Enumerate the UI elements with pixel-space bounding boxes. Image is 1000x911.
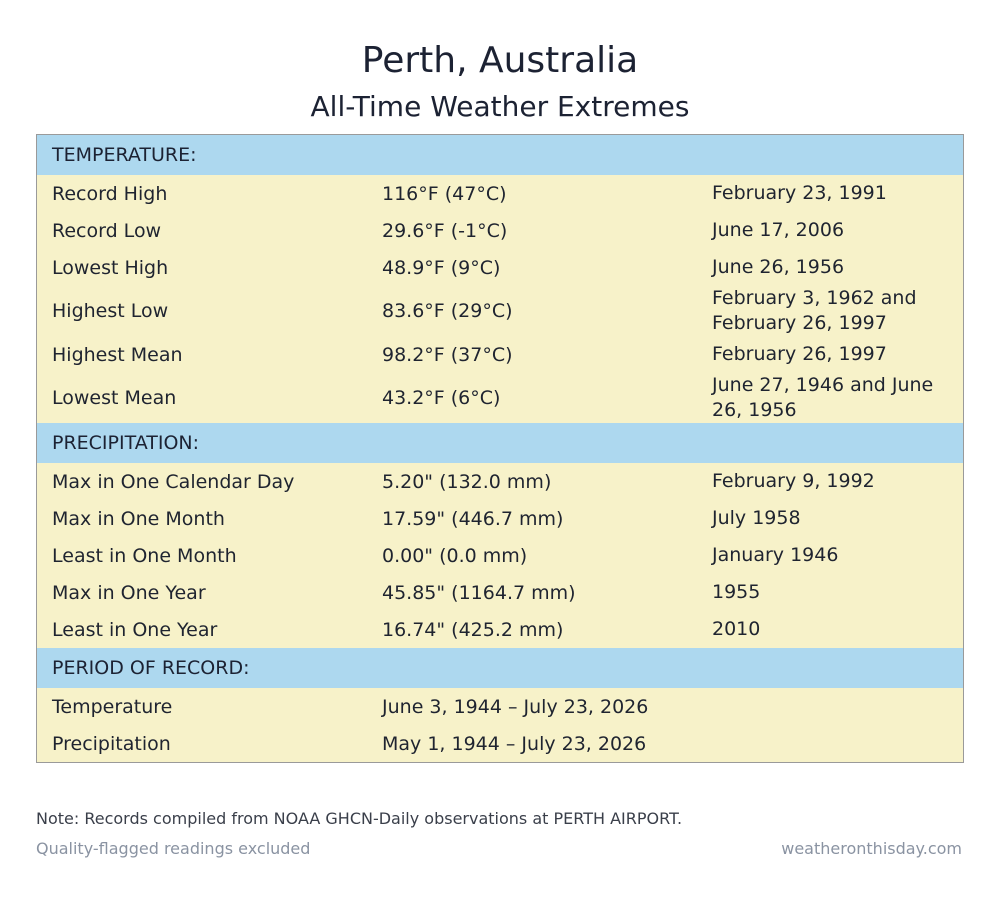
row-value: 116°F (47°C) — [382, 182, 507, 205]
row-value: May 1, 1944 – July 23, 2026 — [382, 732, 647, 755]
row-date: June 27, 1946 and June 26, 1956 — [712, 374, 934, 421]
row-date: July 1958 — [712, 507, 801, 529]
extremes-table — [36, 134, 964, 763]
table-row — [37, 249, 963, 286]
row-label: Lowest High — [52, 256, 169, 279]
table-row — [37, 175, 963, 212]
row-value: 43.2°F (6°C) — [382, 387, 501, 409]
row-label: Least in One Month — [52, 544, 237, 567]
row-date: June 26, 1956 — [712, 256, 845, 278]
table-row — [37, 611, 963, 648]
row-label: Lowest Mean — [52, 387, 177, 409]
row-label: Max in One Year — [52, 581, 206, 604]
row-label: Max in One Calendar Day — [52, 470, 295, 493]
row-label: Record High — [52, 182, 168, 205]
row-value: 0.00" (0.0 mm) — [382, 544, 528, 567]
row-date: January 1946 — [712, 544, 839, 566]
row-label: Record Low — [52, 219, 162, 242]
table-row — [37, 212, 963, 249]
table-row — [37, 373, 963, 423]
table-row — [37, 500, 963, 537]
table-row — [37, 537, 963, 574]
section-header-period: PERIOD OF RECORD: — [37, 648, 963, 688]
row-value: June 3, 1944 – July 23, 2026 — [382, 695, 649, 718]
table-row — [37, 725, 963, 762]
page-subtitle: All-Time Weather Extremes — [310, 90, 690, 123]
section-header-precipitation: PRECIPITATION: — [37, 423, 963, 463]
row-value: 5.20" (132.0 mm) — [382, 470, 552, 493]
table-row — [37, 286, 963, 336]
row-date: 1955 — [712, 581, 761, 603]
table-row — [37, 574, 963, 611]
row-date: 2010 — [712, 618, 761, 640]
row-label: Precipitation — [52, 732, 171, 755]
table-row — [37, 688, 963, 725]
row-value: 45.85" (1164.7 mm) — [382, 581, 576, 604]
row-value: 17.59" (446.7 mm) — [382, 507, 564, 530]
row-value: 98.2°F (37°C) — [382, 343, 513, 366]
page-title: Perth, Australia — [361, 40, 639, 81]
row-value: 29.6°F (-1°C) — [382, 219, 508, 242]
row-date: February 26, 1997 — [712, 343, 887, 365]
row-label: Temperature — [52, 695, 173, 718]
section-header-temperature: TEMPERATURE: — [37, 135, 963, 175]
footer-qc-note: Quality-flagged readings excluded — [36, 839, 311, 858]
source-note: Note: Records compiled from NOAA GHCN-Daily observations at PERTH AIRPORT. — [36, 809, 683, 828]
row-label: Highest Low — [52, 300, 169, 322]
footer-site-credit: weatheronthisday.com — [781, 839, 962, 858]
row-date: February 23, 1991 — [712, 182, 887, 204]
row-label: Least in One Year — [52, 618, 218, 641]
row-label: Max in One Month — [52, 507, 225, 530]
row-label: Highest Mean — [52, 343, 183, 366]
row-value: 83.6°F (29°C) — [382, 300, 513, 322]
table-row — [37, 463, 963, 500]
row-value: 48.9°F (9°C) — [382, 256, 501, 279]
table-row — [37, 336, 963, 373]
row-date: February 9, 1992 — [712, 470, 875, 492]
row-date: February 3, 1962 and February 26, 1997 — [712, 287, 917, 334]
row-date: June 17, 2006 — [712, 219, 845, 241]
row-value: 16.74" (425.2 mm) — [382, 618, 564, 641]
